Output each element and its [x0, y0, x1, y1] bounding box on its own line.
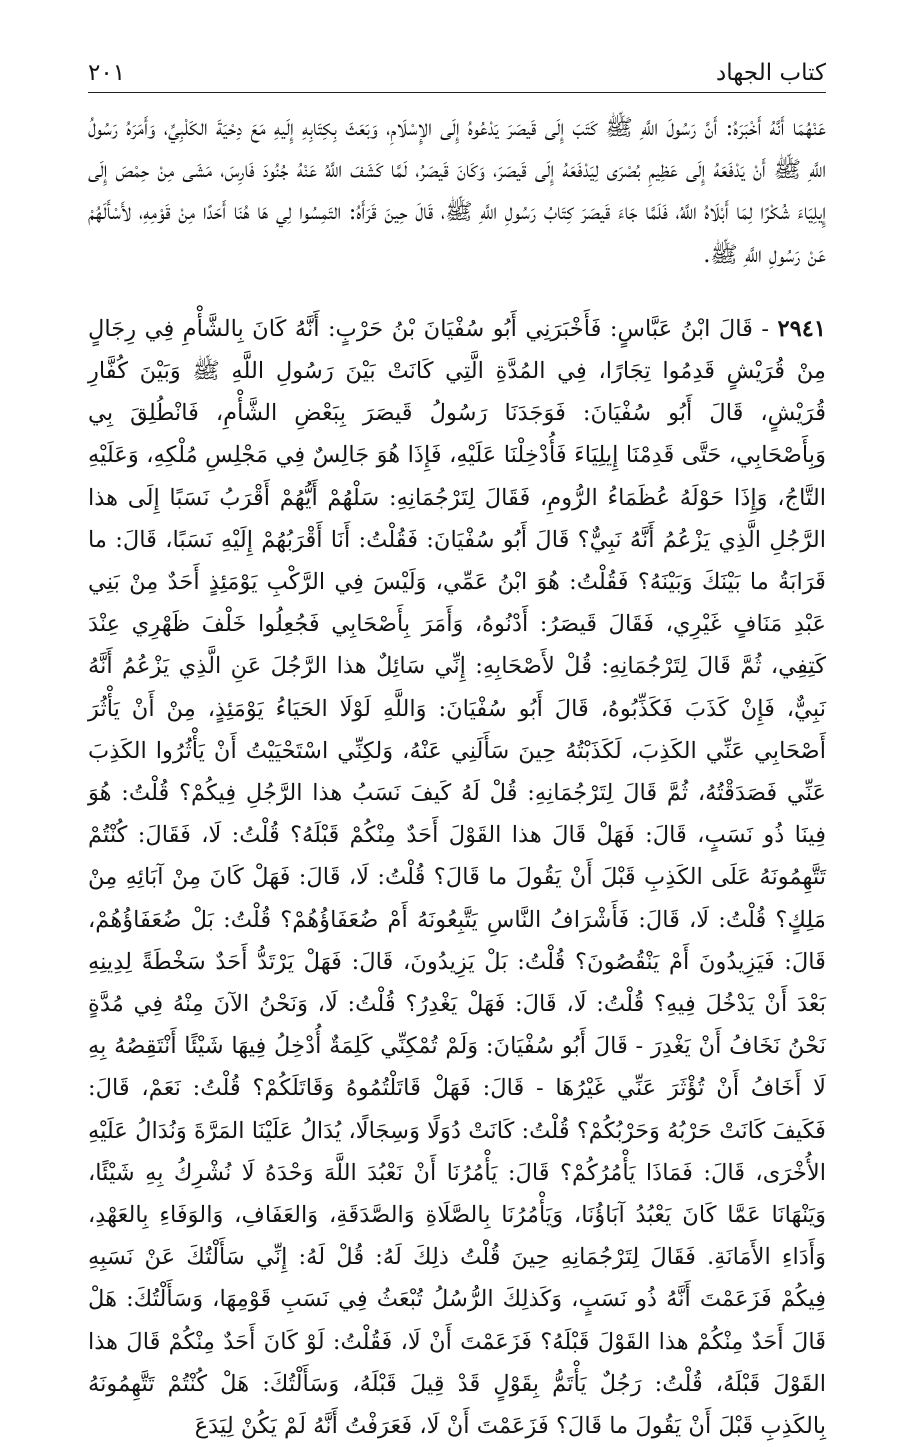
hadith-number: ٢٩٤١	[777, 315, 827, 342]
hadith-paragraph	[88, 308, 826, 1447]
hadith-dash: -	[752, 315, 770, 342]
paragraph-gap	[88, 276, 826, 308]
page-header	[88, 56, 826, 88]
book-title: كتاب الجهاد	[716, 60, 826, 86]
page-number: ٢٠١	[88, 60, 126, 86]
paragraph-text: قَالَ ابْنُ عَبَّاسٍ: فَأَخْبَرَنِي أَبُو سُفْيَانَ بْنُ حَرْبٍ: أَنَّهُ كَانَ بِالشَّأْمِ فِي رِجَالٍ مِنْ قُرَيْشٍ قَدِمُوا تِجَارًا، فِي المُدَّةِ الَّتِي كَانَتْ بَيْنَ رَسُولِ اللَّهِ ﷺ وَبَيْنَ كُفَّارِ قُرَيْشٍ، قَالَ أَبُو سُفْيَانَ: فَوَجَدَنَا رَسُولُ قَيصَرَ بِبَعْضِ الشَّأْمِ، فَانْطُلِقَ بِي وَبِأَصْحَابِي، حَتَّى قَدِمْنَا إِيلِيَاءَ فَأُدْخِلْنَا عَلَيْهِ، فَإِذَا هُوَ جَالِسٌ فِي مَجْلِسِ مُلْكِهِ، وَعَلَيْهِ التَّاجُ، وَإِذَا حَوْلَهُ عُظَمَاءُ الرُّومِ، فَقَالَ لِتَرْجُمَانِهِ: سَلْهُمْ أَيُّهُمْ أَقْرَبُ نَسَبًا إِلَى هذا الرَّجُلِ الَّذِي يَزْعُمُ أَنَّهُ نَبِيٌّ؟ قَالَ أَبُو سُفْيَانَ: فَقُلْتُ: أَنَا أَقْرَبُهُمْ إِلَيْهِ نَسَبًا، قَالَ: ما قَرَابَةُ ما بَيْنَكَ وَبَيْنَهُ؟ فَقُلْتُ: هُوَ ابْنُ عَمِّي، وَلَيْسَ فِي الرَّكْبِ يَوْمَئِذٍ أَحَدٌ مِنْ بَنِي عَبْدِ مَنَافٍ غَيْرِي، فَقَالَ قَيصَرُ: أَدْنُوهُ، وَأَمَرَ بِأَصْحَابِي فَجُعِلُوا خَلْفَ ظَهْرِي عِنْدَ كَتِفِي، ثُمَّ قَالَ لِتَرْجُمَانِهِ: قُلْ لأَصْحَابِهِ: إِنِّي سَائِلٌ هذا الرَّجُلَ عَنِ الَّذِي يَزْعُمُ أَنَّهُ نَبِيٌّ، فَإِنْ كَذَبَ فَكَذِّبُوهُ، قَالَ أَبُو سُفْيَانَ: وَاللَّهِ لَوْلَا الحَيَاءُ يَوْمَئِذٍ، مِنْ أَنْ يَأْثُرَ أَصْحَابِي عَنِّي الكَذِبَ، لَكَذَبْتُهُ حِينَ سَأَلَنِي عَنْهُ، وَلكِنِّي اسْتَحْيَيْتُ أَنْ يَأْثُرُوا الكَذِبَ عَنِّي فَصَدَقْتُهُ، ثُمَّ قَالَ لِتَرْجُمَانِهِ: قُلْ لَهُ كَيفَ نَسَبُ هذا الرَّجُلِ فِيكُمْ؟ قُلْتُ: هُوَ فِينَا ذُو نَسَبٍ، قَالَ: فَهَلْ قَالَ هذا القَوْلَ أَحَدٌ مِنْكُمْ قَبْلَهُ؟ قُلْتُ: لَا، فَقَالَ: كُنْتُمْ تَتَّهِمُونَهُ عَلَى الكَذِبِ قَبْلَ أَنْ يَقُولَ ما قَالَ؟ قُلْتُ: لَا، قَالَ: فَهَلْ كَانَ مِنْ آبَائِهِ مِنْ مَلِكٍ؟ قُلْتُ: لَا، قَالَ: فَأَشْرَافُ النَّاسِ يَتَّبِعُونَهُ أَمْ ضُعَفَاؤُهُمْ؟ قُلْتُ: بَلْ ضُعَفَاؤُهُمْ، قَالَ: فَيَزِيدُونَ أَمْ يَنْقُصُونَ؟ قُلْتُ: بَلْ يَزِيدُونَ، قَالَ: فَهَلْ يَرْتَدُّ أَحَدٌ سَخْطَةً لِدِينِهِ بَعْدَ أَنْ يَدْخُلَ فِيهِ؟ قُلْتُ: لَا، قَالَ: فَهَلْ يَغْدِرُ؟ قُلْتُ: لَا، وَنَحْنُ الآنَ مِنْهُ فِي مُدَّةٍ نَحْنُ نَخَافُ أَنْ يَغْدِرَ - قَالَ أَبُو سُفْيَانَ: وَلَمْ تُمْكِنِّي كَلِمَةٌ أُدْخِلُ فِيهَا شَيْئًا أَنْتَقِصُهُ بِهِ لَا أَخَافُ أَنْ تُؤْثَرَ عَنِّي غَيْرُهَا - قَالَ: فَهَلْ قَاتَلْتُمُوهُ وَقَاتَلَكُمْ؟ قُلْتُ: نَعَمْ، قَالَ: فَكَيفَ كَانَتْ حَرْبُهُ وَحَرْبُكُمْ؟ قُلْتُ: كَانَتْ دُوَلًا وَسِجَالًا، يُدَالُ عَلَيْنَا المَرَّةَ وَنُدَالُ عَلَيْهِ الأُخْرَى، قَالَ: فَمَاذَا يَأْمُرُكُمْ؟ قَالَ: يَأْمُرُنَا أَنْ نَعْبُدَ اللَّهَ وَحْدَهُ لَا نُشْرِكُ بِهِ شَيْئًا، وَيَنْهَانَا عَمَّا كَانَ يَعْبُدُ آبَاؤُنَا، وَيَأْمُرُنَا بِالصَّلَاةِ وَالصَّدَقَةِ، وَالعَفَافِ، وَالوَفَاءِ بِالعَهْدِ، وَأَدَاءِ الأَمَانَةِ. فَقَالَ لِتَرْجُمَانِهِ حِينَ قُلْتُ ذلِكَ لَهُ: قُلْ لَهُ: إِنِّي سَأَلْتُكَ عَنْ نَسَبِهِ فِيكُمْ فَزَعَمْتَ أَنَّهُ ذُو نَسَبٍ، وَكَذلِكَ الرُّسُلُ تُبْعَثُ فِي نَسَبِ قَوْمِهَا، وَسَأَلْتُكَ: هَلْ قَالَ أَحَدٌ مِنْكُمْ هذا القَوْلَ قَبْلَهُ؟ فَزَعَمْتَ أَنْ لَا، فَقُلْتُ: لَوْ كَانَ أَحَدٌ مِنْكُمْ قَالَ هذا القَوْلَ قَبْلَهُ، قُلْتُ: رَجُلٌ يَأْتَمُّ بِقَوْلٍ قَدْ قِيلَ قَبْلَهُ، وَسَأَلْتُكَ: هَلْ كُنْتُمْ تَتَّهِمُونَهُ بِالكَذِبِ قَبْلَ أَنْ يَقُولَ ما قَالَ؟ فَزَعَمْتَ أَنْ لَا، فَعَرَفْتُ أَنَّهُ لَمْ يَكُنْ لِيَدَعَ	[88, 315, 826, 1440]
paragraph-text: عَنْهُمَا أَنَّهُ أَخْبَرَهُ: أَنَّ رَسُولَ اللَّهِ ﷺ كَتَبَ إِلَى قَيصَرَ يَدْعُوهُ إِلَى الإِسْلَامِ، وَبَعَثَ بِكِتَابِهِ إِلَيهِ مَعَ دِحْيَةَ الكَلْبِيِّ، وَأَمَرَهُ رَسُولُ اللَّهِ ﷺ أَنْ يَدْفَعَهُ إِلَى عَظِيمِ بُصْرَى لِيَدْفَعَهُ إِلَى قَيصَرَ، وَكَانَ قَيصَرُ، لَمَّا كَشَفَ اللَّهُ عَنْهُ جُنُودَ فَارِسَ، مَشَى مِنْ حِمْصَ إِلَى إِيلِيَاءَ شُكْرًا لِمَا أَبْلَاهُ اللَّهُ، فَلَمَّا جَاءَ قَيصَرَ كِتَابُ رَسُولِ اللَّهِ ﷺ، قَالَ حِينَ قَرَأَهُ: التَمِسُوا لِي هَا هُنَا أَحَدًا مِنْ قَوْمِهِ، لأَسْأَلَهُمْ عَنْ رَسُولِ اللَّهِ ﷺ.	[88, 115, 826, 268]
paragraph-continuation	[88, 107, 826, 276]
header-rule	[88, 92, 826, 93]
